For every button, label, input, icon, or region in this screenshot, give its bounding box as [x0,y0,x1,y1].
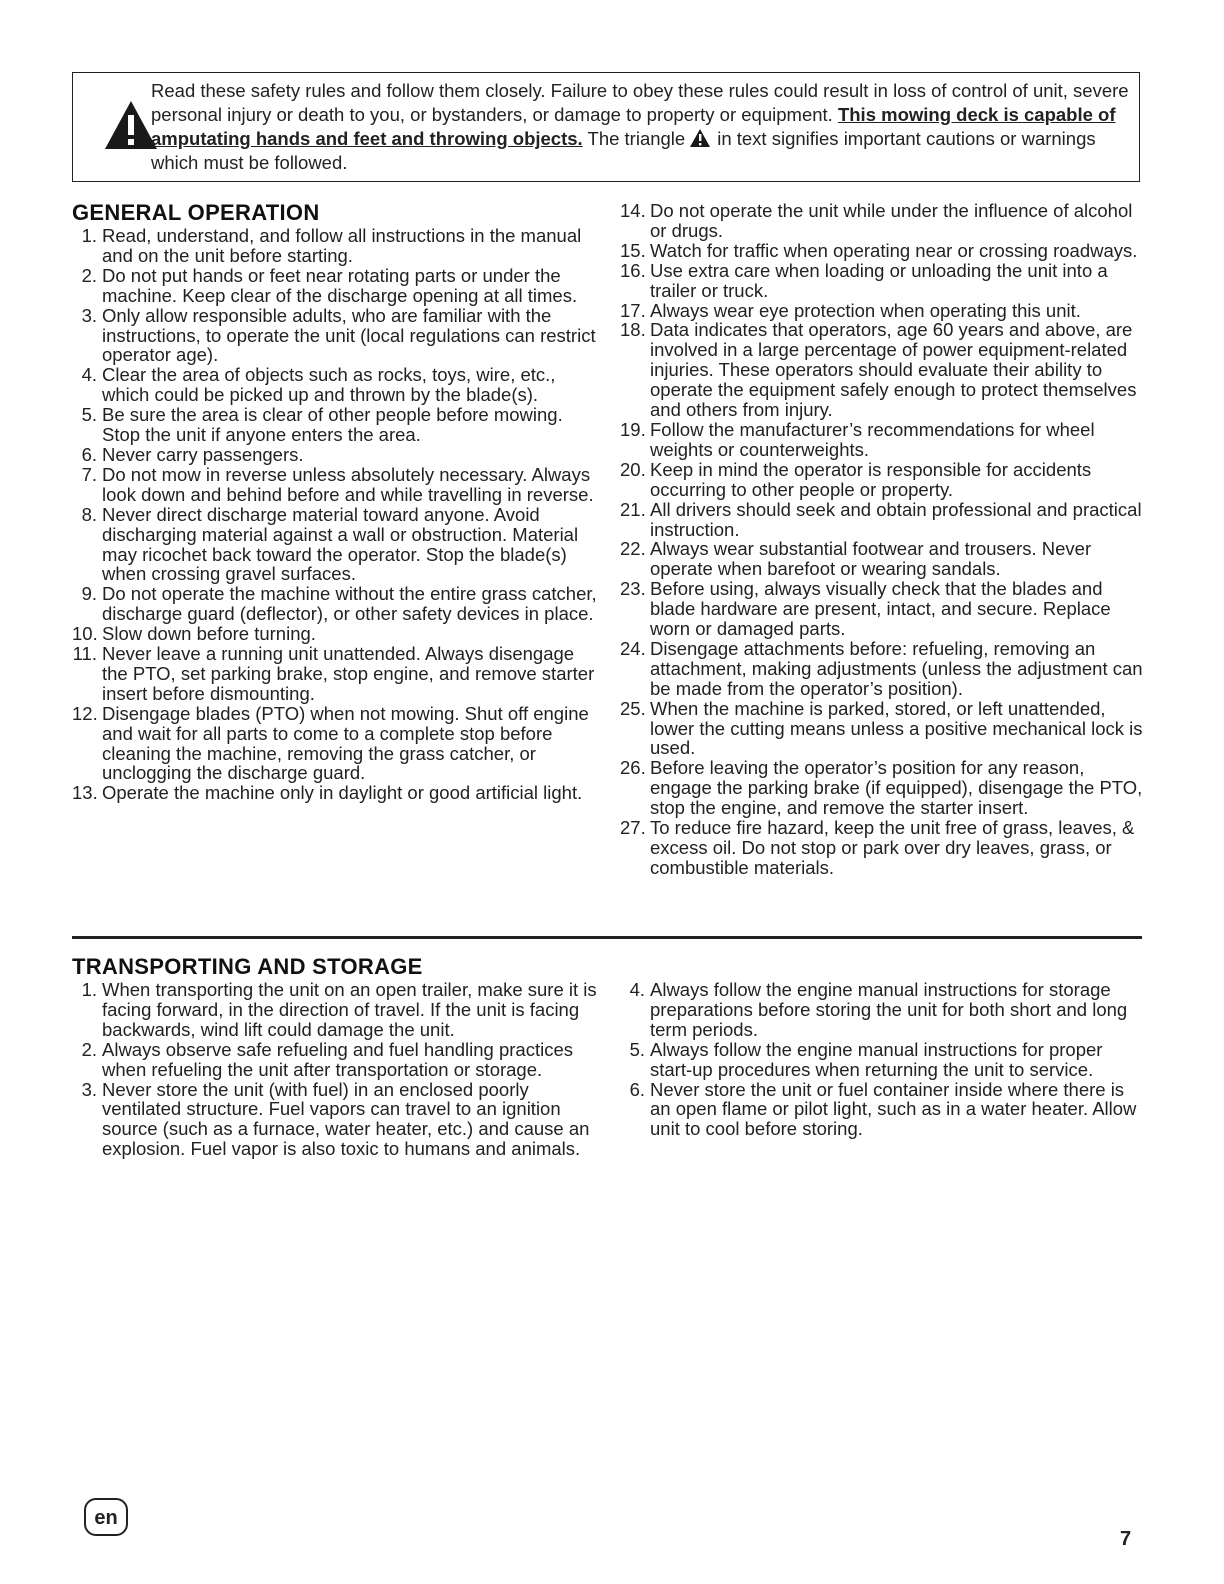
general-operation-list-left [72,226,600,803]
language-badge: en [84,1498,128,1536]
list-item: 17. Always wear eye protection when operating this unit. [620,299,1081,321]
list-item: 19. Follow the manufacturer’s recommendations for wheel weights or counterweights. [620,418,1095,460]
transport-storage-list-left [72,980,600,1159]
safety-warning-box [72,72,1140,182]
list-item: 10. Slow down before turning. [72,623,316,645]
list-item: 15. Watch for traffic when operating near or crossing roadways. [620,239,1138,261]
general-operation-title: GENERAL OPERATION [72,200,320,225]
list-item: 20. Keep in mind the operator is responsible for accidents occurring to other people or property. [620,458,1092,500]
page-number: 7 [1120,1528,1132,1550]
list-item: 14. Do not operate the unit while under the influence of alcohol or drugs. [620,200,1133,241]
list-item: 16. Use extra care when loading or unloading the unit into a trailer or truck. [620,259,1108,301]
list-item: 13. Operate the machine only in daylight or good artificial light. [72,782,583,804]
inline-warning-triangle-icon [689,128,711,148]
list-item: 3. Never store the unit (with fuel) in an enclosed poorly ventilated structure. Fuel vapors can travel to an ignition source (such as a furnace, water heater, etc.) and cause an explosion. Fuel vapor is also toxic to humans and animals. [81,1078,590,1160]
list-item: 7. Do not mow in reverse unless absolutely necessary. Always look down and behind before and while travelling in reverse. [81,463,594,505]
list-item: 9. Do not operate the machine without the entire grass catcher, discharge guard (deflector), or other safety devices in place. [81,583,597,625]
list-item: 2. Always observe safe refueling and fuel handling practices when refueling the unit after transportation or storage. [81,1038,574,1080]
warning-text [151,79,1131,175]
section-divider [72,936,1142,939]
list-item: 22. Always wear substantial footwear and trousers. Never operate when barefoot or wearing sandals. [620,538,1092,580]
list-item: 18. Data indicates that operators, age 60 years and above, are involved in a large percentage of power equipment-related injuries. These operators should evaluate their ability to operate the equipment safely enough to protect themselves and others from injury. [620,319,1137,421]
list-item: 25. When the machine is parked, stored, or left unattended, lower the cutting means unless a positive mechanical lock is used. [620,697,1143,759]
warning-text-intro: Read these safety rules and follow them closely. Failure to obey these rules could result in loss of control of unit, severe personal injury or death to you, or bystanders, or damage to property or equipment. [151,80,1129,125]
list-item: 5. Be sure the area is clear of other people before mowing. Stop the unit if anyone enters the area. [81,404,563,446]
list-item: 27. To reduce fire hazard, keep the unit free of grass, leaves, & excess oil. Do not stop or park over dry leaves, grass, or combustible materials. [620,817,1135,878]
list-item: 3. Only allow responsible adults, who are familiar with the instructions, to operate the unit (local regulations can restrict operator age). [81,304,596,366]
list-item: 21. All drivers should seek and obtain professional and practical instruction. [620,498,1142,540]
warning-emphasis: This mowing deck is capable of amputating hands and feet and throwing objects. [151,104,1116,149]
list-item: 6. Never store the unit or fuel container inside where there is an open flame or pilot light, such as in a water heater. Allow unit to cool before storing. [629,1078,1137,1140]
list-item: 1. Read, understand, and follow all instructions in the manual and on the unit before starting. [81,225,582,266]
general-operation-list-right [620,201,1144,878]
warning-text-end: in text signifies important cautions or warnings which must be followed. [151,128,1096,173]
list-item: 8. Never direct discharge material toward anyone. Avoid discharging material against a wall or obstruction. Material may ricochet back toward the operator. Stop the blade(s) when crossing gravel surfaces. [81,503,579,585]
transport-storage-list-right [620,980,1144,1139]
list-item: 12. Disengage blades (PTO) when not mowing. Shut off engine and wait for all parts to come to a complete stop before cleaning the machine, removing the grass catcher, or unclogging the discharge guard. [72,702,589,784]
transporting-storage-title: TRANSPORTING AND STORAGE [72,954,423,979]
list-item: 4. Always follow the engine manual instructions for storage preparations before storing the unit for both short and long term periods. [629,979,1128,1040]
list-item: 26. Before leaving the operator’s position for any reason, engage the parking brake (if equipped), disengage the PTO, stop the engine, and remove the starter insert. [620,757,1143,819]
list-item: 4. Clear the area of objects such as rocks, toys, wire, etc., which could be picked up and thrown by the blade(s). [81,364,556,406]
list-item: 1. When transporting the unit on an open trailer, make sure it is facing forward, in the direction of travel. If the unit is facing backwards, wind lift could damage the unit. [81,979,597,1040]
list-item: 2. Do not put hands or feet near rotating parts or under the machine. Keep clear of the discharge opening at all times. [81,264,578,306]
list-item: 5. Always follow the engine manual instructions for proper start-up procedures when returning the unit to service. [629,1038,1103,1080]
list-item: 24. Disengage attachments before: refueling, removing an attachment, making adjustments (unless the adjustment can be made from the operator’s position). [620,637,1143,699]
list-item: 23. Before using, always visually check that the blades and blade hardware are present, intact, and secure. Replace worn or damaged parts. [620,578,1111,640]
warning-text-mid: The triangle [587,128,686,149]
list-item: 11. Never leave a running unit unattended. Always disengage the PTO, set parking brake, stop engine, and remove starter insert before dismounting. [72,643,595,704]
list-item: 6. Never carry passengers. [81,443,304,465]
